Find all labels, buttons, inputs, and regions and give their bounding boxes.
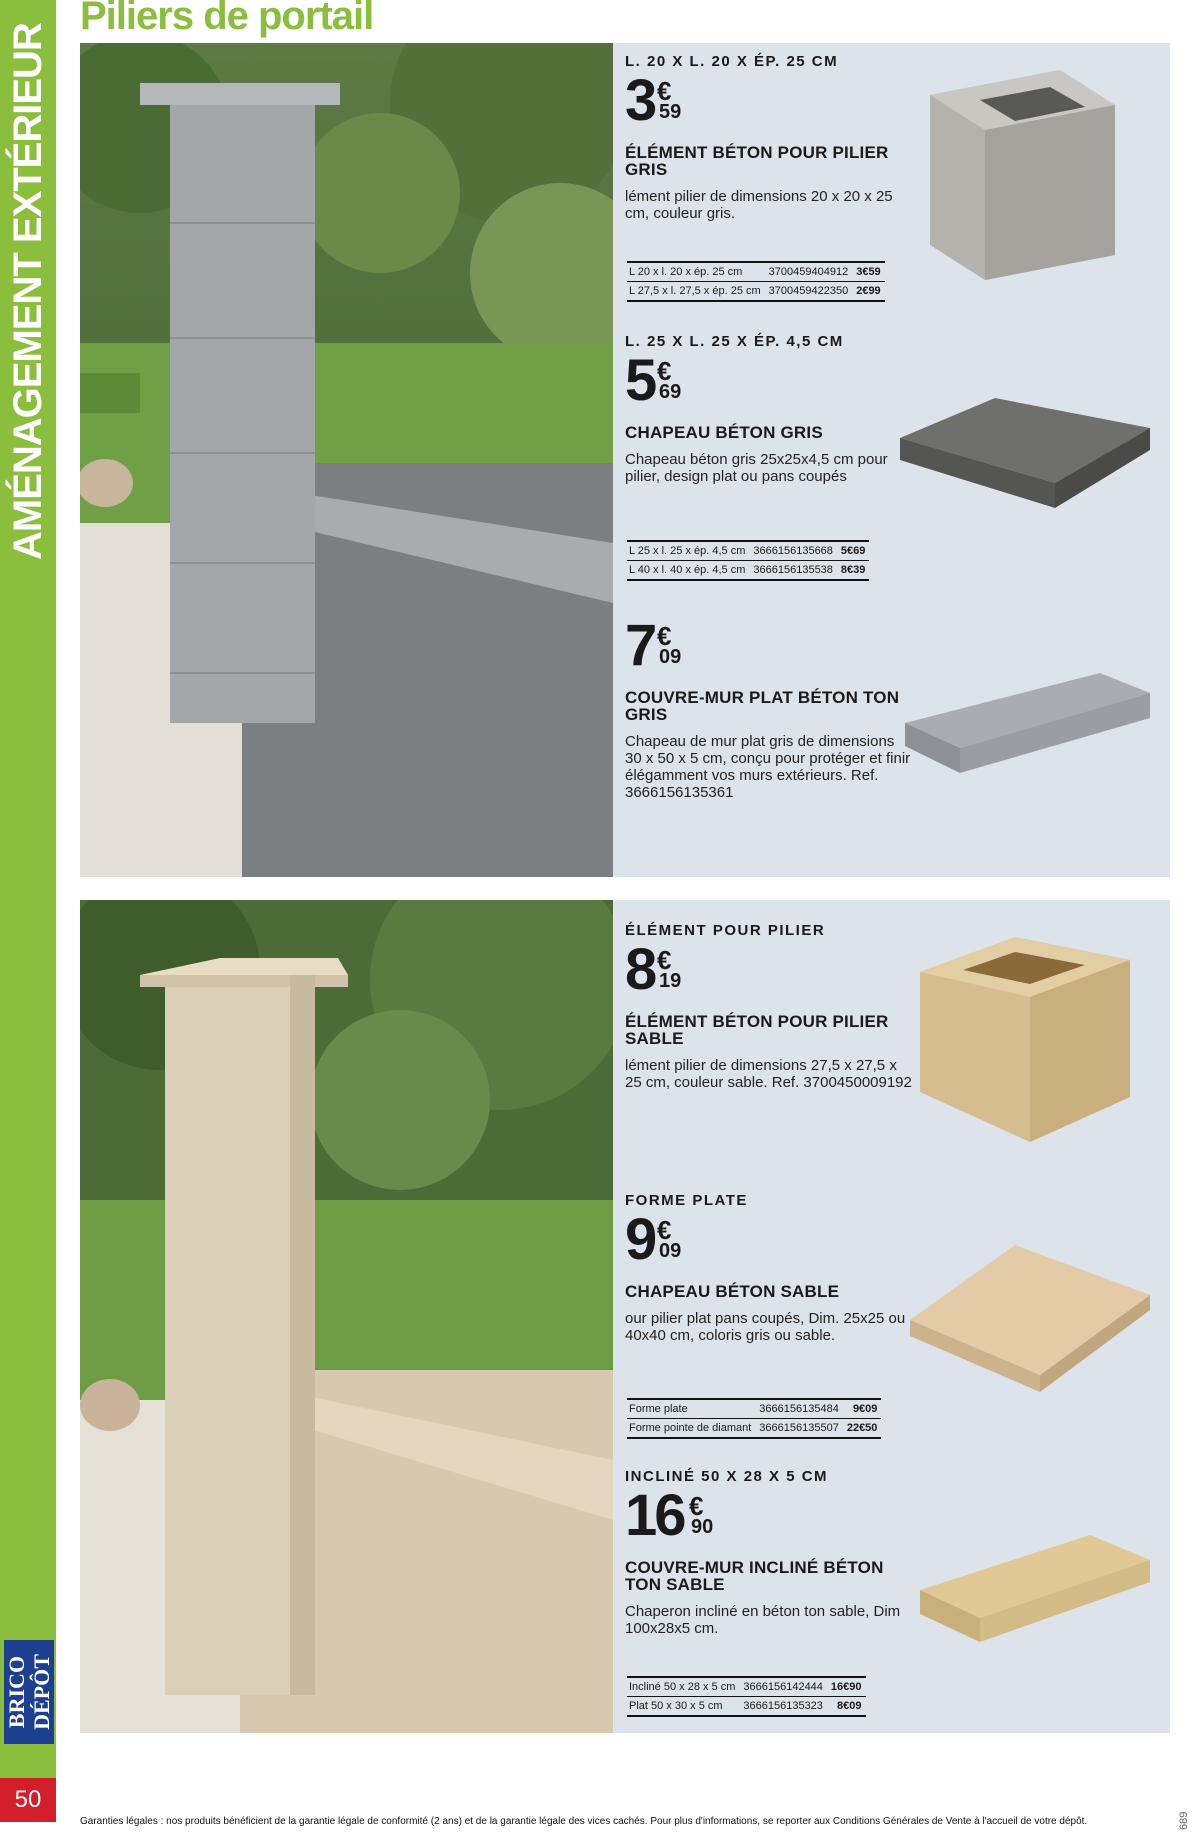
product-description: lément pilier de dimensions 20 x 20 x 25 cm, couleur gris. (625, 188, 893, 222)
table-row (627, 1677, 866, 1697)
table-cell: 3666156135668 (749, 541, 837, 561)
product-spec-table (627, 1398, 881, 1439)
product-name: ÉLÉMENT BÉTON POUR PILIER SABLE (625, 1012, 889, 1048)
table-row (627, 1697, 866, 1717)
table-cell: Forme plate (627, 1399, 755, 1419)
price-cents: 90 (691, 1516, 714, 1538)
section-sand-products (80, 900, 1170, 1733)
table-cell: 22€50 (846, 1422, 878, 1434)
product-name: COUVRE-MUR INCLINÉ BÉTON TON SABLE (625, 1558, 884, 1594)
table-cell: 3€59 (852, 262, 884, 282)
product-chapeau-gris (625, 333, 915, 485)
price-currency: € (689, 1491, 704, 1521)
sand-cap-image (905, 1240, 1155, 1400)
product-description: our pilier plat pans coupés, Dim. 25x25 ou 40x40 cm, coloris gris ou sable. (625, 1310, 906, 1344)
product-spec-table (627, 540, 869, 581)
table-cell: 8€09 (837, 1700, 862, 1712)
product-name: CHAPEAU BÉTON GRIS (625, 423, 823, 442)
table-cell: 5€69 (837, 541, 869, 561)
product-name: CHAPEAU BÉTON SABLE (625, 1282, 840, 1301)
product-description: Chapeau béton gris 25x25x4,5 cm pour pilier, design plat ou pans coupés (625, 451, 888, 485)
price-currency: € (657, 1215, 672, 1245)
table-row (627, 561, 869, 581)
product-description: Chapeau de mur plat gris de dimensions 30 x 50 x 5 cm, conçu pour protéger et finir élégamment vos murs extérieurs. Ref. 3666156135361 (625, 733, 911, 801)
sand-wall-cap-image (915, 1530, 1155, 1650)
grey-wall-cap-image (900, 668, 1155, 798)
table-cell: 3666156135323 (743, 1700, 823, 1712)
price (625, 613, 915, 679)
product-dims: L. 25 X L. 25 X ÉP. 4,5 CM (625, 333, 844, 350)
sand-pillar-illustration (80, 900, 613, 1733)
side-code: 689 (1178, 1811, 1190, 1830)
brand-line-2: DÉPÔT (29, 1654, 54, 1730)
price (625, 1483, 915, 1549)
table-cell: 3700459404912 (765, 262, 853, 282)
price-integer: 8 (625, 937, 655, 1002)
product-dims: FORME PLATE (625, 1192, 748, 1209)
product-name: COUVRE-MUR PLAT BÉTON TON GRIS (625, 688, 900, 724)
table-cell: 3666156135538 (753, 564, 833, 576)
price-integer: 7 (625, 613, 655, 678)
table-cell: 3666156142444 (739, 1677, 827, 1697)
grey-pillar-illustration (80, 43, 613, 877)
sand-pillar-block-image (915, 932, 1135, 1147)
price-cents: 09 (659, 646, 682, 668)
price-currency: € (657, 356, 672, 386)
table-cell: 9€09 (843, 1399, 882, 1419)
table-cell: 16€90 (827, 1677, 866, 1697)
sidebar (0, 0, 56, 1790)
product-description: Chaperon incliné en béton ton sable, Dim 100x28x5 cm. (625, 1603, 901, 1637)
section-grey-products (80, 43, 1170, 877)
product-name: ÉLÉMENT BÉTON POUR PILIER GRIS (625, 143, 889, 179)
price-integer: 9 (625, 1207, 655, 1272)
table-cell: L 40 x l. 40 x ép. 4,5 cm (629, 564, 746, 576)
table-row (627, 1419, 881, 1439)
product-description: lément pilier de dimensions 27,5 x 27,5 x 25 cm, couleur sable. Ref. 3700450009192 (625, 1057, 912, 1091)
price-cents: 69 (659, 381, 682, 403)
grey-cap-image (895, 388, 1155, 558)
table-cell: 3666156135507 (759, 1422, 839, 1434)
table-row (627, 541, 869, 561)
price (625, 937, 915, 1003)
product-spec-table (627, 261, 885, 302)
legal-footer: Garanties légales : nos produits bénéficient de la garantie légale de conformité (2 ans) et de la garantie légale des vices cachés. Pour plus d'informations, se reporter aux Conditions Générales de Vente à l'accueil de votre dépôt. (80, 1816, 1088, 1827)
product-couvre-mur-plat-gris (625, 615, 915, 801)
page-number: 50 (0, 1778, 56, 1822)
table-cell: Forme pointe de diamant (629, 1422, 752, 1434)
product-couvre-mur-incline-sable (625, 1468, 915, 1637)
price-cents: 59 (659, 101, 682, 123)
category-title: AMÉNAGEMENT EXTÉRIEUR (6, 23, 50, 560)
table-cell: L 25 x l. 25 x ép. 4,5 cm (627, 541, 749, 561)
sand-pillar-photo (80, 900, 613, 1733)
table-cell: 3666156135484 (755, 1399, 843, 1419)
brand-line-1: BRICO (4, 1655, 29, 1729)
brico-depot-logo (4, 1640, 54, 1744)
price-cents: 19 (659, 970, 682, 992)
product-spec-table (627, 1676, 866, 1717)
table-cell: 3700459422350 (768, 285, 849, 297)
price (625, 1207, 915, 1273)
table-row (627, 262, 885, 282)
table-cell: Incliné 50 x 28 x 5 cm (627, 1677, 739, 1697)
product-dims: L. 20 X L. 20 X ÉP. 25 CM (625, 53, 839, 70)
table-cell: 2€99 (856, 285, 881, 297)
table-cell: Plat 50 x 30 x 5 cm (629, 1700, 723, 1712)
price-integer: 3 (625, 68, 655, 133)
grey-pillar-block-image (910, 55, 1130, 285)
product-dims: ÉLÉMENT POUR PILIER (625, 922, 826, 939)
table-cell: L 27,5 x l. 27,5 x ép. 25 cm (629, 285, 761, 297)
price-currency: € (657, 945, 672, 975)
table-row (627, 1399, 881, 1419)
price-currency: € (657, 621, 672, 651)
page-title: Piliers de portail (80, 0, 374, 38)
price (625, 68, 915, 134)
product-dims: INCLINÉ 50 X 28 X 5 CM (625, 1468, 829, 1485)
product-chapeau-sable (625, 1192, 915, 1344)
table-row (627, 282, 885, 302)
product-element-pilier-sable (625, 922, 915, 1091)
price-integer: 16 (625, 1483, 684, 1548)
price-integer: 5 (625, 348, 655, 413)
table-cell: 8€39 (840, 564, 866, 576)
price (625, 348, 915, 414)
price-cents: 09 (659, 1240, 682, 1262)
grey-pillar-photo (80, 43, 613, 877)
product-element-pilier-gris (625, 53, 915, 222)
price-currency: € (657, 76, 672, 106)
table-cell: L 20 x l. 20 x ép. 25 cm (627, 262, 765, 282)
